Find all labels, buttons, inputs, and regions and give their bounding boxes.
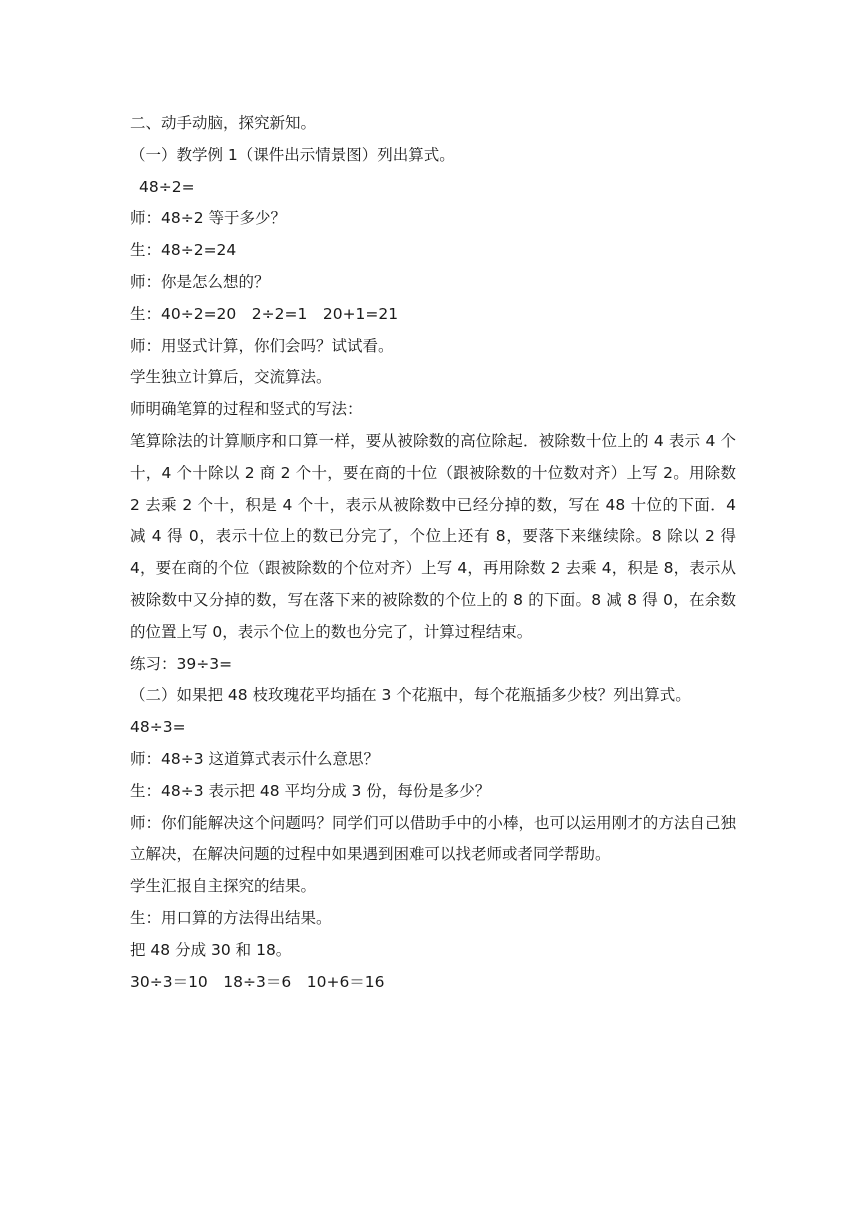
text-line: 把 48 分成 30 和 18。 [130, 940, 292, 959]
example-heading: （一）教学例 1（课件出示情景图）列出算式。 [130, 145, 455, 164]
text-line: 师明确笔算的过程和竖式的写法： [130, 400, 363, 419]
dialogue-line: 生：用口算的方法得出结果。 [130, 908, 332, 927]
explanation-paragraph: 笔算除法的计算顺序和口算一样，要从被除数的高位除起．被除数十位上的 4 表示 4 个十，4 个十除以 2 商 2 个十，要在商的十位（跟被除数的十位数对齐）上写 2。用除数 2 去乘 2 个十，积是 4 个十，表示从被除数中已经分掉的数，写在 48 十位的下面．4 减 4 得 0，表示十位上的数已分完了，个位上还有 8，要落下来继续除。8 除以 2 得 4，要在商的个位（跟被除数的个位对齐）上写 4，再用除数 2 去乘 4，积是 8，表示从被除数中又分掉的数，写在落下来的被除数的个位上的 8 的下面。8 减 8 得 0，在余数的位置上写 0，表示个位上的数也分完了，计算过程结束。 [130, 431, 736, 641]
text-line: 学生独立计算后，交流算法。 [130, 368, 332, 387]
section-heading: 二、动手动脑，探究新知。 [130, 114, 317, 132]
dialogue-line: 生：48÷2=24 [130, 241, 237, 260]
dialogue-line: 师：48÷2 等于多少？ [130, 209, 286, 228]
dialogue-line: 生：48÷3 表示把 48 平均分成 3 份，每份是多少？ [130, 781, 491, 800]
dialogue-line: 师：你是怎么想的？ [130, 272, 270, 291]
equation-line: 30÷3＝10 18÷3＝6 10+6＝16 [130, 972, 385, 991]
example-heading-2: （二）如果把 48 枝玫瑰花平均插在 3 个花瓶中，每个花瓶插多少枝？列出算式。 [130, 686, 691, 705]
dialogue-line: 生：40÷2=20 2÷2=1 20+1=21 [130, 304, 399, 323]
equation-line: 48÷2= [139, 177, 195, 196]
dialogue-line: 师：48÷3 这道算式表示什么意思？ [130, 749, 380, 768]
question-paragraph: 师：你们能解决这个问题吗？同学们可以借助手中的小棒，也可以运用刚才的方法自己独立解决，在解决问题的过程中如果遇到困难可以找老师或者同学帮助。 [130, 813, 736, 864]
equation-line: 48÷3= [130, 718, 186, 737]
text-line: 学生汇报自主探究的结果。 [130, 877, 317, 896]
dialogue-line: 师：用竖式计算，你们会吗？试试看。 [130, 336, 394, 355]
document-body [130, 108, 736, 998]
practice-line: 练习：39÷3= [130, 654, 233, 673]
